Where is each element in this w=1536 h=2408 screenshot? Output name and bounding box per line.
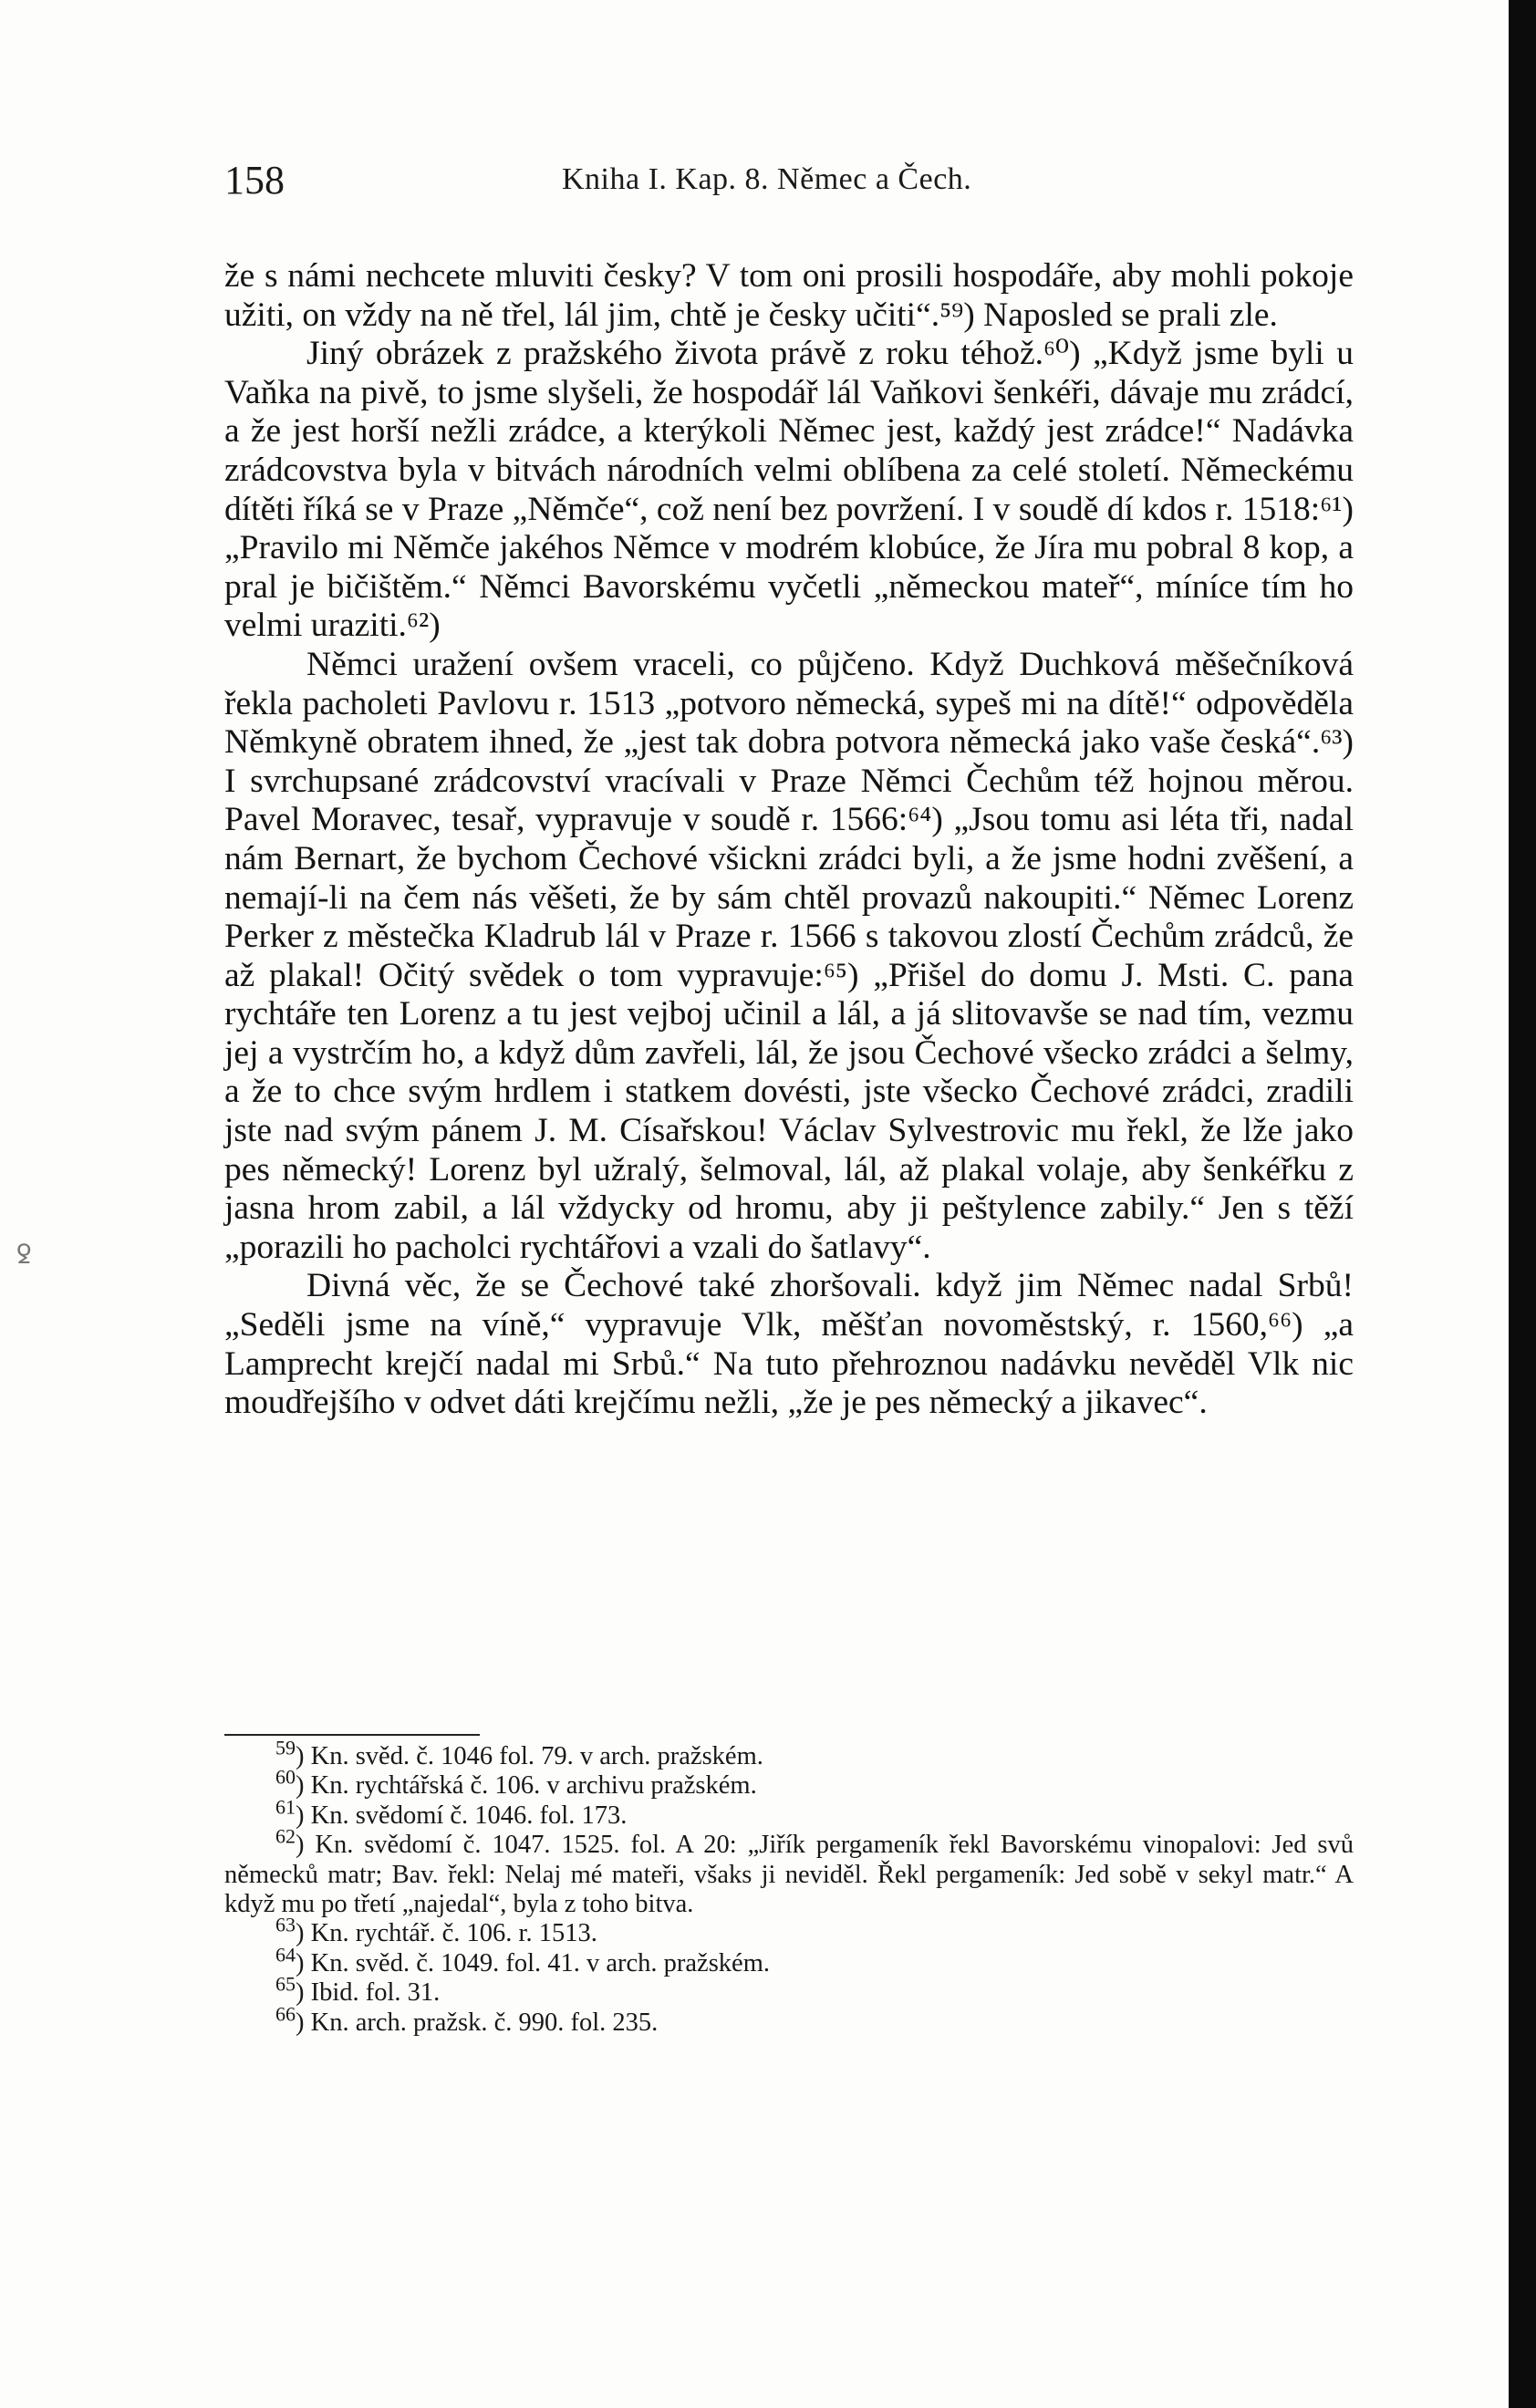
footnote-marker: 64 bbox=[275, 1943, 296, 1967]
footnote-marker: 61 bbox=[275, 1795, 296, 1819]
footnote-60 bbox=[224, 1765, 1354, 1801]
footnote-65 bbox=[224, 1972, 1354, 2008]
paragraph-1: že s námi nechcete mluviti česky? V tom oni prosili hospodáře, aby mohli pokoje užiti, on vždy na ně třel, lál jim, chtě je česky učiti“.⁵⁹) Naposled se prali zle. bbox=[224, 257, 1354, 334]
footnote-63 bbox=[224, 1913, 1354, 1948]
running-head bbox=[224, 157, 1355, 212]
footnote-divider bbox=[224, 1734, 480, 1736]
scan-edge bbox=[1509, 0, 1536, 2408]
footnote-marker: 60 bbox=[275, 1765, 296, 1789]
footnote-marker: 59 bbox=[275, 1736, 296, 1759]
margin-mark: ꝿ bbox=[16, 1240, 32, 1270]
footnote-text: ) Kn. svědomí č. 1047. 1525. fol. A 20: „Jiřík pergameník řekl Bavorskému vinopalovi: Jed svů německů matr; Bav. řekl: Nelaj mé mateři, všaks ji neviděl. Řekl pergameník: Jed sobě v sekyl matr.“ A když mu po třetí „najedal“, byla z toho bitva. bbox=[224, 1831, 1354, 1919]
footnote-59 bbox=[224, 1736, 1354, 1771]
paragraph-2: Jiný obrázek z pražského života právě z roku téhož.⁶⁰) „Když jsme byli u Vaňka na pivě, to jsme slyšeli, že hospodář lál Vaňkovi šenkéři, dávaje mu zrádcí, a že jest horší nežli zrádce, a kterýkoli Němec jest, každý jest zrádce!“ Nadávka zrádcovstva byla v bitvách národních velmi oblíbena za celé století. Německému dítěti říká se v Praze „Němče“, což není bez povržení. I v soudě dí kdos r. 1518:⁶¹) „Pravilo mi Němče jakéhos Němce v modrém klobúce, že Jíra mu pobral 8 kop, a pral je bičištěm.“ Němci Bavorskému vyčetli „německou mateř“, míníce tím ho velmi uraziti.⁶²) bbox=[224, 335, 1354, 645]
footnote-text: ) Kn. svěd. č. 1046 fol. 79. v arch. pražském. bbox=[296, 1742, 763, 1770]
main-text bbox=[224, 257, 1354, 1423]
footnote-64 bbox=[224, 1943, 1354, 1978]
footnotes bbox=[224, 1736, 1354, 2038]
footnote-66 bbox=[224, 2002, 1354, 2038]
footnote-61 bbox=[224, 1795, 1354, 1831]
running-title: Kniha I. Kap. 8. Němec a Čech. bbox=[562, 162, 972, 196]
footnote-text: ) Kn. rychtářská č. 106. v archivu pražském. bbox=[296, 1771, 757, 1801]
footnote-62 bbox=[224, 1824, 1354, 1919]
footnote-marker: 62 bbox=[275, 1824, 296, 1848]
footnote-marker: 66 bbox=[275, 2002, 296, 2026]
footnote-text: ) Kn. svědomí č. 1046. fol. 173. bbox=[296, 1801, 628, 1830]
paragraph-3: Němci uražení ovšem vraceli, co půjčeno. Když Duchková měšečníková řekla pacholeti Pavlovu r. 1513 „potvoro německá, sypeš mi na dítě!“ odpověděla Němkyně obratem ihned, že „jest tak dobra potvora německá jako vaše česká“.⁶³) I svrchupsané zrádcovství vracívali v Praze Němci Čechům též hojnou měrou. Pavel Moravec, tesař, vypravuje v soudě r. 1566:⁶⁴) „Jsou tomu asi léta tři, nadal nám Bernart, že bychom Čechové všickni zrádci byli, a že jsme hodni zvěšení, a nemají-li na čem nás věšeti, že by sám chtěl provazů nakoupiti.“ Němec Lorenz Perker z městečka Kladrub lál v Praze r. 1566 s takovou zlostí Čechům zrádců, že až plakal! Očitý svědek o tom vypravuje:⁶⁵) „Přišel do domu J. Msti. C. pana rychtáře ten Lorenz a tu jest vejboj učinil a lál, a já slitovavše se nad tím, vezmu jej a vystrčím ho, a když dům zavřeli, lál, že jsou Čechové všecko zrádci a šelmy, a že to chce svým hrdlem i statkem dovésti, jste všecko Čechové zrádci, zradili jste nad svým pánem J. M. Císařskou! Václav Sylvestrovic mu řekl, že lže jako pes německý! Lorenz byl užralý, šelmoval, lál, až plakal volaje, aby šenkéřku z jasna hrom zabil, a lál vždycky od hromu, aby ji peštylence zabily.“ Jen s těží „porazili ho pacholci rychtářovi a vzali do šatlavy“. bbox=[224, 645, 1354, 1266]
footnote-text: ) Kn. svěd. č. 1049. fol. 41. v arch. pražském. bbox=[296, 1948, 770, 1977]
paragraph-4: Divná věc, že se Čechové také zhoršovali. když jim Němec nadal Srbů! „Seděli jsme na víně,“ vypravuje Vlk, měšťan novoměstský, r. 1560,⁶⁶) „a Lamprecht krejčí nadal mi Srbů.“ Na tuto přehroznou nadávku nevěděl Vlk nic moudřejšího v odvet dáti krejčímu nežli, „že je pes německý a jikavec“. bbox=[224, 1267, 1354, 1422]
page-number: 158 bbox=[224, 158, 285, 202]
footnote-marker: 65 bbox=[275, 1972, 296, 1996]
footnote-text: ) Kn. rychtář. č. 106. r. 1513. bbox=[296, 1919, 597, 1948]
footnote-marker: 63 bbox=[275, 1913, 296, 1936]
footnote-text: ) Ibid. fol. 31. bbox=[296, 1978, 441, 2008]
footnote-text: ) Kn. arch. pražsk. č. 990. fol. 235. bbox=[296, 2008, 659, 2037]
